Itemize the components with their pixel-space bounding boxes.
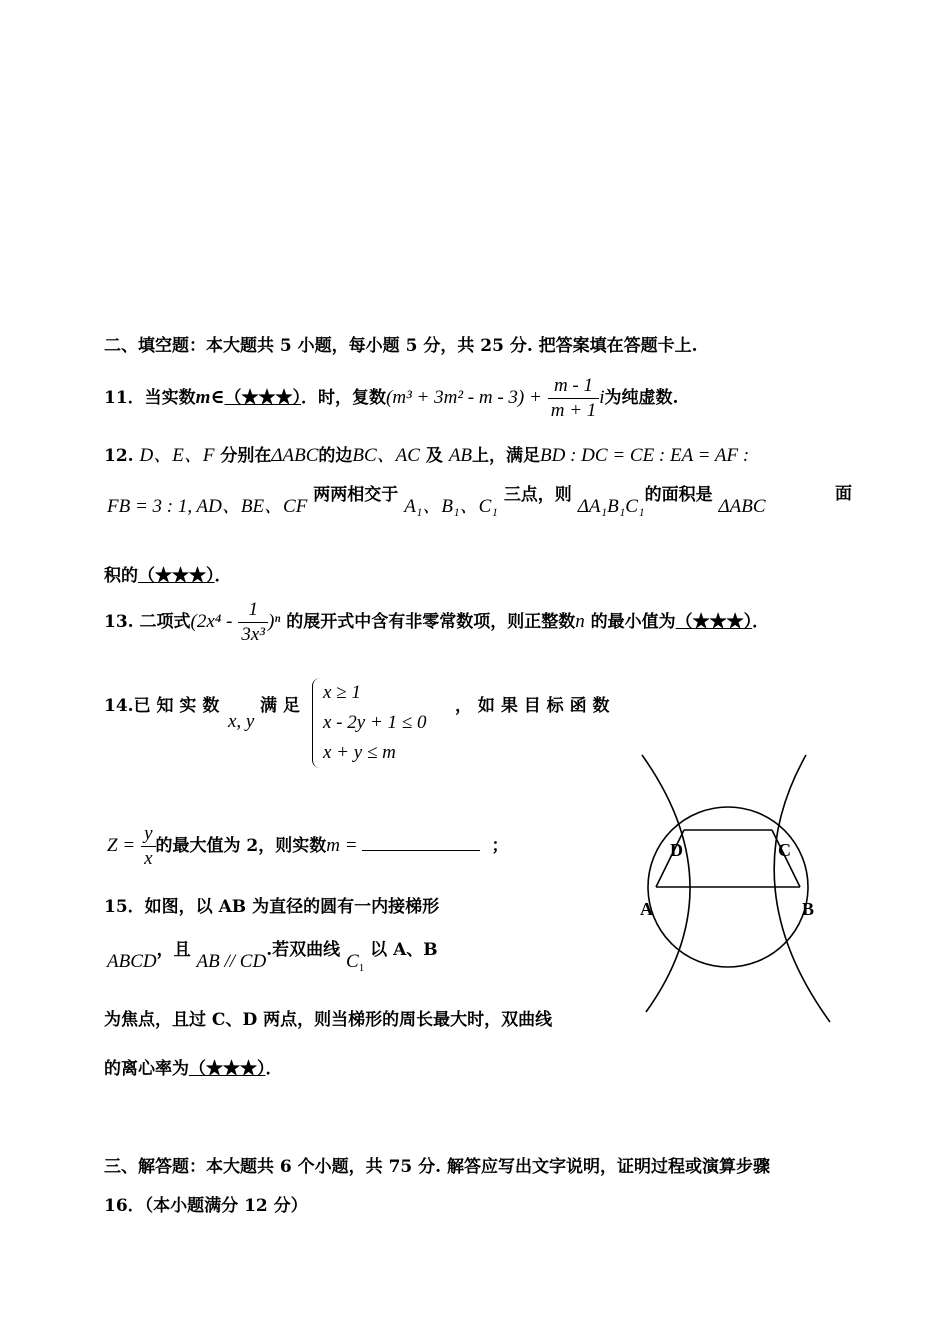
q15-label-b: B (802, 899, 815, 919)
q13-expr-post: )ⁿ (268, 611, 281, 632)
q15-figure (636, 750, 836, 1030)
q14-end: ； (491, 836, 509, 856)
q11-number: 11． (104, 388, 145, 408)
q13-var-n: n (575, 611, 585, 632)
q15-text-1: ．如图，以 AB 为直径的圆有一内接梯形 (127, 897, 440, 917)
q11-expression: (m³ + 3m² - m - 3) + (386, 387, 542, 408)
q13-answer-blank: （★★★） (675, 612, 753, 632)
q12-text-8: 面 (835, 484, 852, 504)
q12-text-4: 上，满足 (472, 446, 541, 466)
q14-text-4: 的最大值为 2，则实数 (155, 836, 327, 856)
q13-end: ． (752, 612, 770, 632)
q12-answer-blank: （★★★） (138, 566, 215, 586)
q13-text-1: 二项式 (139, 612, 191, 632)
q15-label-d: D (670, 840, 683, 860)
q15-line4 (104, 1054, 283, 1079)
section3-header: 三、解答题：本大题共 6 个小题，共 75 分. 解答应写出文字说明，证明过程或演算步骤 (104, 1157, 770, 1177)
q14-text-1: 已 知 实 数 (133, 696, 220, 716)
q12-sides: BC、AC (352, 445, 420, 466)
q15-answer-blank: （★★★） (189, 1059, 266, 1079)
q15-hyperbola-left-branch (642, 755, 690, 1012)
q15-c: C (346, 951, 359, 972)
q13-fraction (238, 598, 268, 647)
q14-text-2: 满 足 (260, 696, 300, 716)
q12-ratio-2: FB = 3 : 1, AD、BE、CF (107, 496, 308, 517)
q12-end: ． (214, 566, 232, 586)
question-12-line1 (104, 440, 749, 467)
q15-label-c: C (778, 840, 791, 860)
q11-frac-numerator: m - 1 (548, 374, 600, 399)
q14-frac-denominator: x (144, 848, 153, 869)
q14-constraint-2: x - 2y + 1 ≤ 0 (323, 712, 427, 733)
q14-constraint-1: x ≥ 1 (323, 682, 361, 703)
q12-triangle-3: ΔABC (718, 496, 766, 517)
q11-text-2: ．时，复数 (301, 388, 387, 408)
q15-c-sub: 1 (358, 962, 365, 974)
q12-triangle-2: ΔA₁B₁C₁ (577, 496, 645, 517)
q14-brace (312, 678, 426, 768)
q13-number: 13. (104, 612, 134, 632)
q11-text-3: 为纯虚数. (604, 388, 679, 408)
q14-fraction (141, 822, 155, 871)
q12-points-2: A₁、B₁、C₁ (404, 496, 498, 517)
q15-line2 (107, 935, 438, 974)
q12-side-ab: AB (448, 445, 473, 466)
q13-frac-denominator: 3x³ (241, 624, 266, 645)
q11-imag-unit: i (599, 387, 605, 408)
section2-header: 二、填空题：本大题共 5 小题，每小题 5 分，共 25 分. 把答案填在答题卡上. (104, 336, 698, 356)
q14-constraint-3: x + y ≤ m (323, 742, 396, 763)
q12-text-3: 及 (425, 446, 443, 466)
q14-z: Z = (107, 835, 136, 856)
q12-text-7: 的面积是 (644, 485, 713, 505)
q13-expr-pre: (2x⁴ - (190, 611, 233, 632)
q11-fraction (548, 374, 600, 423)
q11-text-1: 当实数 (144, 388, 196, 408)
q11-frac-denominator: m + 1 (550, 400, 597, 421)
question-12-line2 (107, 484, 852, 518)
q13-frac-numerator: 1 (238, 598, 268, 623)
q13-text-3: 的最小值为 (590, 612, 676, 632)
q14-vars: x, y (228, 711, 255, 732)
q15-trapezoid: ABCD (107, 951, 157, 972)
q14-frac-numerator: y (141, 822, 155, 847)
q11-answer-blank: （★★★） (224, 388, 302, 408)
q15-label-a: A (640, 899, 653, 919)
q12-text-5: 两两相交于 (313, 485, 399, 505)
q14-number: 14. (104, 696, 134, 716)
q15-end: ． (265, 1059, 283, 1079)
q13-text-2: 的展开式中含有非零常数项，则正整数 (286, 612, 576, 632)
q14-text-3: ， 如 果 目 标 函 数 (455, 696, 610, 716)
q12-ratio-1: BD : DC = CE : EA = AF : (540, 445, 750, 466)
question-16: 16．（本小题满分 12 分） (104, 1196, 308, 1216)
question-12-line3 (104, 561, 232, 586)
q15-text-3: .若双曲线 (266, 940, 341, 960)
q12-number: 12. (104, 446, 134, 466)
q12-triangle: ΔABC (271, 445, 319, 466)
q12-text-2: 的边 (318, 446, 353, 466)
q12-text-1: 分别在 (220, 446, 272, 466)
q15-hyperbola-right-branch (774, 755, 830, 1022)
q15-text-6: 的离心率为 (104, 1059, 189, 1079)
question-11 (104, 374, 678, 423)
q15-text-4: 以 A、B (370, 940, 438, 960)
q14-m-eq: m = (326, 835, 358, 856)
q15-line1 (104, 892, 439, 917)
q15-parallel: AB // CD (196, 951, 267, 972)
q11-var-m: m (195, 387, 211, 408)
q15-number: 15 (104, 897, 128, 917)
q15-line3: 为焦点，且过 C、D 两点，则当梯形的周长最大时，双曲线 (104, 1010, 553, 1030)
q14-objective (107, 822, 508, 871)
q14-answer-line (362, 838, 480, 851)
q15-hyperbola-name (346, 951, 364, 972)
q11-in-symbol: ∈ (210, 387, 225, 408)
q14-lead (104, 691, 219, 716)
q15-text-2: ，且 (156, 940, 191, 960)
question-13 (104, 598, 769, 647)
q14-constraint-system (312, 678, 426, 768)
q12-points: D、E、F (139, 445, 215, 466)
q12-text-9: 积的 (104, 566, 138, 586)
q12-text-6: 三点，则 (503, 485, 572, 505)
